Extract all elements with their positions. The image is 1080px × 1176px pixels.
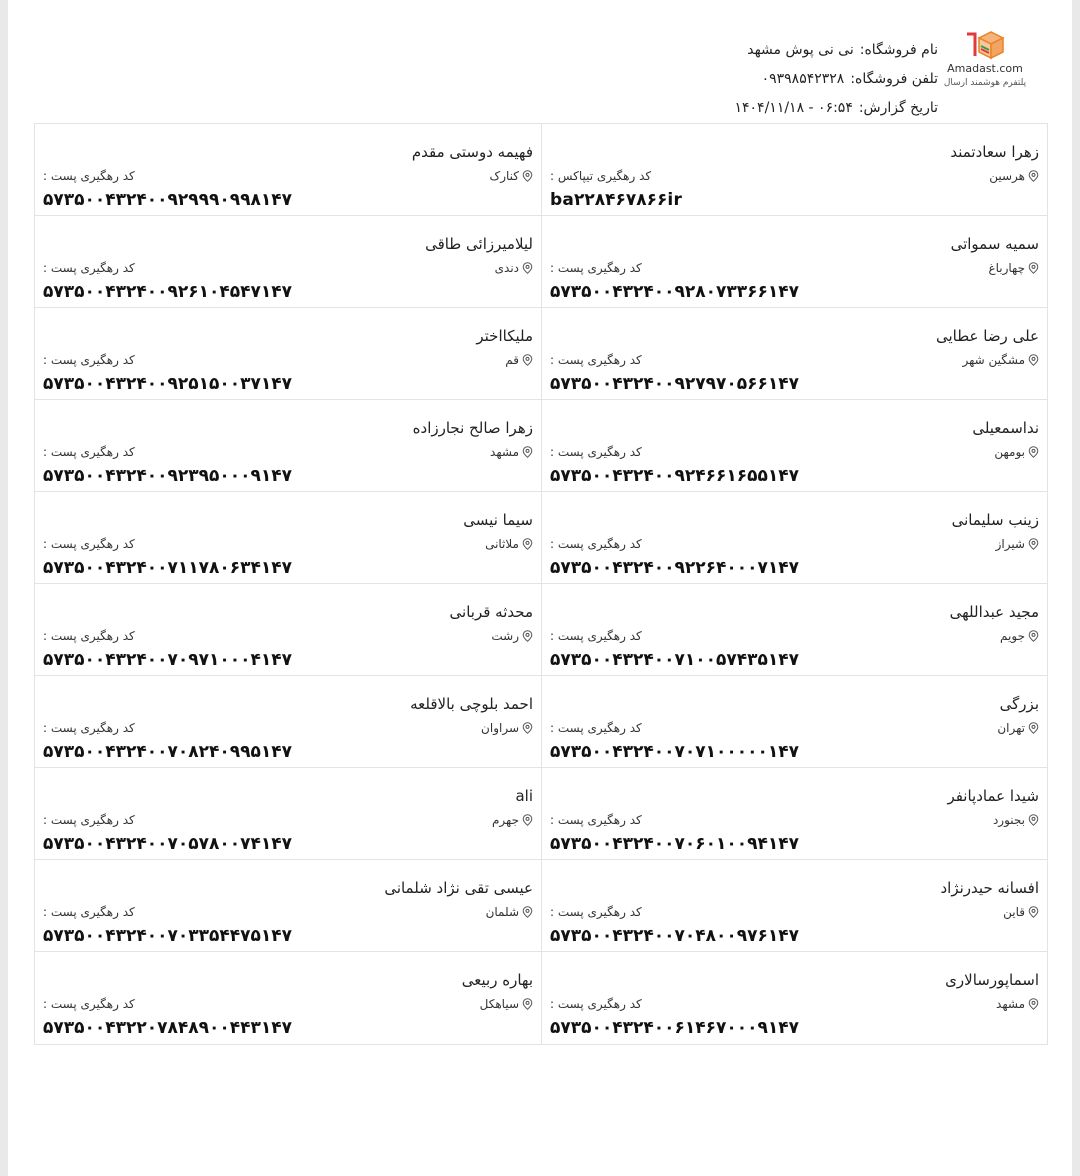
- city-name: شلمان: [485, 905, 519, 919]
- shipment-cell: [541, 492, 1047, 584]
- recipient-name: سمیه سمواتی: [950, 235, 1039, 253]
- shipment-cell: [35, 952, 541, 1044]
- location-pin-icon: [522, 906, 533, 918]
- shipment-cell: [541, 308, 1047, 400]
- location-pin-icon: [522, 998, 533, 1010]
- shipment-cell: [35, 676, 541, 768]
- recipient-city: [993, 813, 1039, 827]
- recipient-name: مجید عبداللهی: [949, 603, 1039, 621]
- city-name: جهرم: [492, 813, 519, 827]
- location-pin-icon: [1028, 446, 1039, 458]
- recipient-name: بزرگی: [999, 695, 1039, 713]
- report-page: [8, 0, 1072, 1176]
- recipient-name: ali: [515, 787, 533, 805]
- location-pin-icon: [522, 722, 533, 734]
- tracking-label: کد رهگیری تیپاکس :: [550, 169, 652, 183]
- tracking-label: کد رهگیری پست :: [550, 813, 642, 827]
- city-name: رشت: [491, 629, 519, 643]
- recipient-name: زهرا صالح نجارزاده: [412, 419, 533, 437]
- recipient-city: [480, 997, 533, 1011]
- shipment-cell: [35, 400, 541, 492]
- tracking-label: کد رهگیری پست :: [43, 997, 135, 1011]
- shipment-cell: [541, 216, 1047, 308]
- tracking-code: ۵۷۳۵۰۰۴۳۲۴۰۰۶۱۴۶۷۰۰۰۹۱۴۷: [550, 1018, 800, 1038]
- recipient-name: بهاره ربیعی: [461, 971, 533, 989]
- recipient-city: [962, 353, 1039, 367]
- tracking-code: ۵۷۳۵۰۰۴۳۲۴۰۰۹۲۳۹۵۰۰۰۹۱۴۷: [43, 466, 293, 486]
- tracking-label: کد رهگیری پست :: [43, 721, 135, 735]
- location-pin-icon: [1028, 538, 1039, 550]
- recipient-city: [491, 629, 533, 643]
- recipient-city: [996, 997, 1039, 1011]
- tracking-label: کد رهگیری پست :: [550, 445, 642, 459]
- shipment-cell: [35, 584, 541, 676]
- tracking-label: کد رهگیری پست :: [550, 629, 642, 643]
- city-name: هرسین: [989, 169, 1025, 183]
- tracking-code: ۵۷۳۵۰۰۴۳۲۴۰۰۷۱۱۷۸۰۶۳۴۱۴۷: [43, 558, 293, 578]
- recipient-name: علی رضا عطایی: [935, 327, 1039, 345]
- location-pin-icon: [522, 262, 533, 274]
- shipment-cell: [35, 860, 541, 952]
- recipient-name: سیما نیسی: [463, 511, 533, 529]
- location-pin-icon: [1028, 722, 1039, 734]
- city-name: ملاثانی: [485, 537, 519, 551]
- tracking-code: ۵۷۳۵۰۰۴۳۲۲۰۷۸۴۸۹۰۰۴۴۳۱۴۷: [43, 1018, 293, 1038]
- shipment-cell: [541, 860, 1047, 952]
- shop-phone-label: تلفن فروشگاه:: [850, 71, 938, 87]
- tracking-code: ۵۷۳۵۰۰۴۳۲۴۰۰۹۲۷۹۷۰۵۶۶۱۴۷: [550, 374, 800, 394]
- recipient-name: محدثه قربانی: [449, 603, 533, 621]
- recipient-city: [485, 537, 533, 551]
- tracking-label: کد رهگیری پست :: [550, 261, 642, 275]
- tracking-label: کد رهگیری پست :: [550, 905, 642, 919]
- recipient-city: [994, 445, 1039, 459]
- logo-tagline: پلتفرم هوشمند ارسال: [943, 78, 1027, 88]
- city-name: کنارک: [489, 169, 519, 183]
- tracking-label: کد رهگیری پست :: [43, 169, 135, 183]
- box-logo-icon: [961, 26, 1009, 60]
- recipient-city: [997, 721, 1039, 735]
- recipient-city: [486, 905, 533, 919]
- shop-phone-line: [735, 65, 939, 94]
- city-name: سراوان: [481, 721, 519, 735]
- location-pin-icon: [522, 814, 533, 826]
- shipment-cell: [35, 308, 541, 400]
- recipient-name: فهیمه دوستی مقدم: [411, 143, 533, 161]
- shipment-cell: [541, 952, 1047, 1044]
- recipient-name: لیلامیرزائی طاقی: [425, 235, 533, 253]
- recipient-city: [989, 169, 1039, 183]
- recipient-name: شیدا عمادپانفر: [947, 787, 1039, 805]
- shop-name: نی نی پوش مشهد: [747, 42, 854, 58]
- shipment-cell: [541, 584, 1047, 676]
- city-name: چهارباغ: [988, 261, 1025, 275]
- tracking-label: کد رهگیری پست :: [43, 537, 135, 551]
- shipment-cell: [35, 124, 541, 216]
- tracking-label: کد رهگیری پست :: [43, 261, 135, 275]
- city-name: سیاهکل: [479, 997, 519, 1011]
- tracking-label: کد رهگیری پست :: [43, 445, 135, 459]
- recipient-name: ملیکااختر: [476, 327, 533, 345]
- report-header: [8, 0, 1072, 122]
- location-pin-icon: [522, 354, 533, 366]
- recipient-city: [490, 445, 533, 459]
- recipient-city: [492, 813, 533, 827]
- recipient-name: عیسی تقی نژاد شلمانی: [384, 879, 533, 897]
- location-pin-icon: [1028, 814, 1039, 826]
- location-pin-icon: [1028, 906, 1039, 918]
- tracking-label: کد رهگیری پست :: [43, 905, 135, 919]
- city-name: مشهد: [996, 997, 1025, 1011]
- recipient-name: اسماپورسالاری: [945, 971, 1039, 989]
- recipient-name: نداسمعیلی: [972, 419, 1039, 437]
- tracking-code: ۵۷۳۵۰۰۴۳۲۴۰۰۹۲۲۶۴۰۰۰۷۱۴۷: [550, 558, 800, 578]
- city-name: قم: [505, 353, 519, 367]
- shipment-cell: [541, 676, 1047, 768]
- city-name: دندی: [494, 261, 519, 275]
- tracking-label: کد رهگیری پست :: [550, 721, 642, 735]
- location-pin-icon: [522, 446, 533, 458]
- tracking-label: کد رهگیری پست :: [43, 629, 135, 643]
- city-name: مشهد: [490, 445, 519, 459]
- amadast-logo: [930, 26, 1040, 88]
- tracking-code: ۵۷۳۵۰۰۴۳۲۴۰۰۹۲۸۰۷۳۳۶۶۱۴۷: [550, 282, 800, 302]
- location-pin-icon: [522, 538, 533, 550]
- recipient-name: زینب سلیمانی: [951, 511, 1039, 529]
- shop-phone: ۰۹۳۹۸۵۴۲۳۲۸: [761, 71, 845, 87]
- tracking-code: ۵۷۳۵۰۰۴۳۲۴۰۰۹۲۵۱۵۰۰۳۷۱۴۷: [43, 374, 293, 394]
- report-date: ۰۶:۵۴ - ۱۴۰۴/۱۱/۱۸: [734, 100, 853, 116]
- tracking-code: ۵۷۳۵۰۰۴۳۲۴۰۰۷۰۶۰۱۰۰۹۴۱۴۷: [550, 834, 800, 854]
- recipient-city: [1003, 905, 1039, 919]
- recipient-city: [996, 537, 1039, 551]
- shipment-cell: [35, 768, 541, 860]
- recipient-city: [1000, 629, 1039, 643]
- tracking-code: ۵۷۳۵۰۰۴۳۲۴۰۰۷۱۰۰۵۷۴۳۵۱۴۷: [550, 650, 800, 670]
- location-pin-icon: [522, 630, 533, 642]
- tracking-code: ۵۷۳۵۰۰۴۳۲۴۰۰۷۰۹۷۱۰۰۰۴۱۴۷: [43, 650, 293, 670]
- tracking-code: ۵۷۳۵۰۰۴۳۲۴۰۰۷۰۴۸۰۰۹۷۶۱۴۷: [550, 926, 800, 946]
- recipient-city: [988, 261, 1039, 275]
- tracking-label: کد رهگیری پست :: [550, 537, 642, 551]
- city-name: شیراز: [995, 537, 1025, 551]
- report-date-label: تاریخ گزارش:: [858, 100, 938, 116]
- shipment-cell: [35, 216, 541, 308]
- shop-info: [735, 36, 939, 123]
- recipient-name: احمد بلوچی بالاقلعه: [410, 695, 533, 713]
- logo-name: Amadast.com: [947, 62, 1023, 75]
- city-name: مشگین شهر: [962, 353, 1025, 367]
- recipient-city: [505, 353, 533, 367]
- tracking-code: ۵۷۳۵۰۰۴۳۲۴۰۰۷۰۷۱۰۰۰۰۰۱۴۷: [550, 742, 800, 762]
- shipments-grid: [34, 123, 1048, 1045]
- shipment-cell: [541, 124, 1047, 216]
- city-name: جویم: [1000, 629, 1025, 643]
- recipient-name: افسانه حیدرنژاد: [940, 879, 1039, 897]
- city-name: بومهن: [994, 445, 1025, 459]
- shipment-cell: [541, 400, 1047, 492]
- tracking-code: ۵۷۳۵۰۰۴۳۲۴۰۰۹۲۹۹۹۰۹۹۸۱۴۷: [43, 190, 293, 210]
- city-name: تهران: [997, 721, 1025, 735]
- recipient-city: [481, 721, 533, 735]
- location-pin-icon: [1028, 630, 1039, 642]
- city-name: بجنورد: [992, 813, 1025, 827]
- tracking-label: کد رهگیری پست :: [43, 353, 135, 367]
- recipient-city: [495, 261, 533, 275]
- location-pin-icon: [1028, 998, 1039, 1010]
- tracking-code: ۵۷۳۵۰۰۴۳۲۴۰۰۹۲۶۱۰۴۵۴۷۱۴۷: [43, 282, 293, 302]
- recipient-city: [489, 169, 533, 183]
- city-name: قاین: [1003, 905, 1025, 919]
- report-date-line: [735, 94, 939, 123]
- shipment-cell: [35, 492, 541, 584]
- location-pin-icon: [1028, 262, 1039, 274]
- shipment-cell: [541, 768, 1047, 860]
- tracking-label: کد رهگیری پست :: [43, 813, 135, 827]
- tracking-code: ۵۷۳۵۰۰۴۳۲۴۰۰۷۰۸۲۴۰۹۹۵۱۴۷: [43, 742, 293, 762]
- tracking-code: ba۲۲۸۴۶۷۸۶۶ir: [550, 190, 683, 210]
- location-pin-icon: [1028, 354, 1039, 366]
- tracking-code: ۵۷۳۵۰۰۴۳۲۴۰۰۹۲۴۶۶۱۶۵۵۱۴۷: [550, 466, 800, 486]
- tracking-code: ۵۷۳۵۰۰۴۳۲۴۰۰۷۰۳۳۵۴۴۷۵۱۴۷: [43, 926, 293, 946]
- shop-name-label: نام فروشگاه:: [859, 42, 938, 58]
- tracking-label: کد رهگیری پست :: [550, 997, 642, 1011]
- recipient-name: زهرا سعادتمند: [950, 143, 1039, 161]
- shop-name-line: [735, 36, 939, 65]
- tracking-label: کد رهگیری پست :: [550, 353, 642, 367]
- tracking-code: ۵۷۳۵۰۰۴۳۲۴۰۰۷۰۵۷۸۰۰۷۴۱۴۷: [43, 834, 293, 854]
- location-pin-icon: [522, 170, 533, 182]
- location-pin-icon: [1028, 170, 1039, 182]
